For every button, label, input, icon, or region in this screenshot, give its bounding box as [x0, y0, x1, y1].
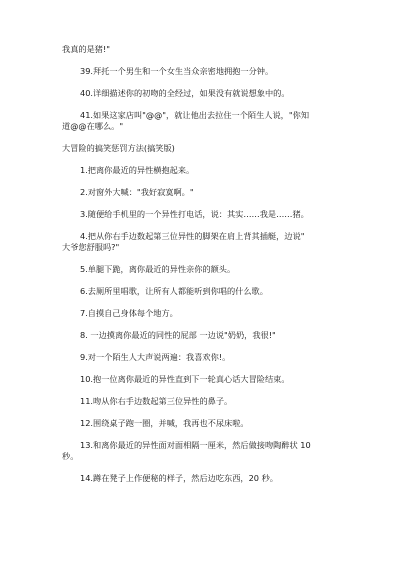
list-item-13-continued: 秒。 — [62, 451, 79, 461]
list-item-8: 8. 一边摸离你最近的同性的屁部 一边说"奶奶，我很!" — [80, 330, 276, 340]
section-heading: 大冒险的搞笑惩罚方法(搞笑版) — [62, 143, 175, 153]
list-item-10: 10.抱一位离你最近的异性直到下一轮真心话大冒险结束。 — [80, 374, 290, 384]
list-item-5: 5.单腿下跪，离你最近的异性亲你的额头。 — [80, 264, 236, 274]
document-body — [62, 44, 352, 484]
list-item-40: 40.详细描述你的初吻的全经过，如果没有就说想象中的。 — [80, 88, 290, 98]
list-item-3: 3.随便给手机里的一个异性打电话，说：其实……我是……猪。 — [80, 209, 309, 219]
list-item-9: 9.对一个陌生人大声说两遍：我喜欢你!。 — [80, 352, 231, 362]
list-item-1: 1.把离你最近的异性横抱起来。 — [80, 165, 195, 175]
list-item-4-continued: 大爷您舒服吗?" — [62, 242, 120, 252]
list-item-39: 39.拜托一个男生和一个女生当众亲密地拥抱一分钟。 — [80, 66, 274, 76]
list-item-41-continued: 道@@在哪么。" — [62, 121, 124, 131]
list-item-6: 6.去厕所里唱歌，让所有人都能听到你唱的什么歌。 — [80, 286, 268, 296]
list-item-4: 4.把从你右手边数起第三位异性的脚架在肩上背其插艇，边说" — [80, 231, 305, 241]
list-item-41: 41.如果这家店叫"@@"，就让他出去拉住一个陌生人说，"你知 — [80, 110, 310, 120]
text-line: 我真的是猪!" — [62, 44, 110, 54]
list-item-7: 7.自摸自己身体每个地方。 — [80, 308, 178, 318]
list-item-11: 11.吻从你右手边数起第三位异性的鼻子。 — [80, 396, 233, 406]
list-item-2: 2.对窗外大喊："我好寂寞啊。" — [80, 187, 194, 197]
list-item-14: 14.蹲在凳子上作便秘的样子，然后边吃东西，20 秒。 — [80, 473, 278, 483]
list-item-12: 12.围绕桌子跑一圈，并喊，我再也不尿床啦。 — [80, 418, 249, 428]
list-item-13: 13.和离你最近的异性面对面相隔一厘米，然后做接吻陶醉状 10 — [80, 440, 311, 450]
